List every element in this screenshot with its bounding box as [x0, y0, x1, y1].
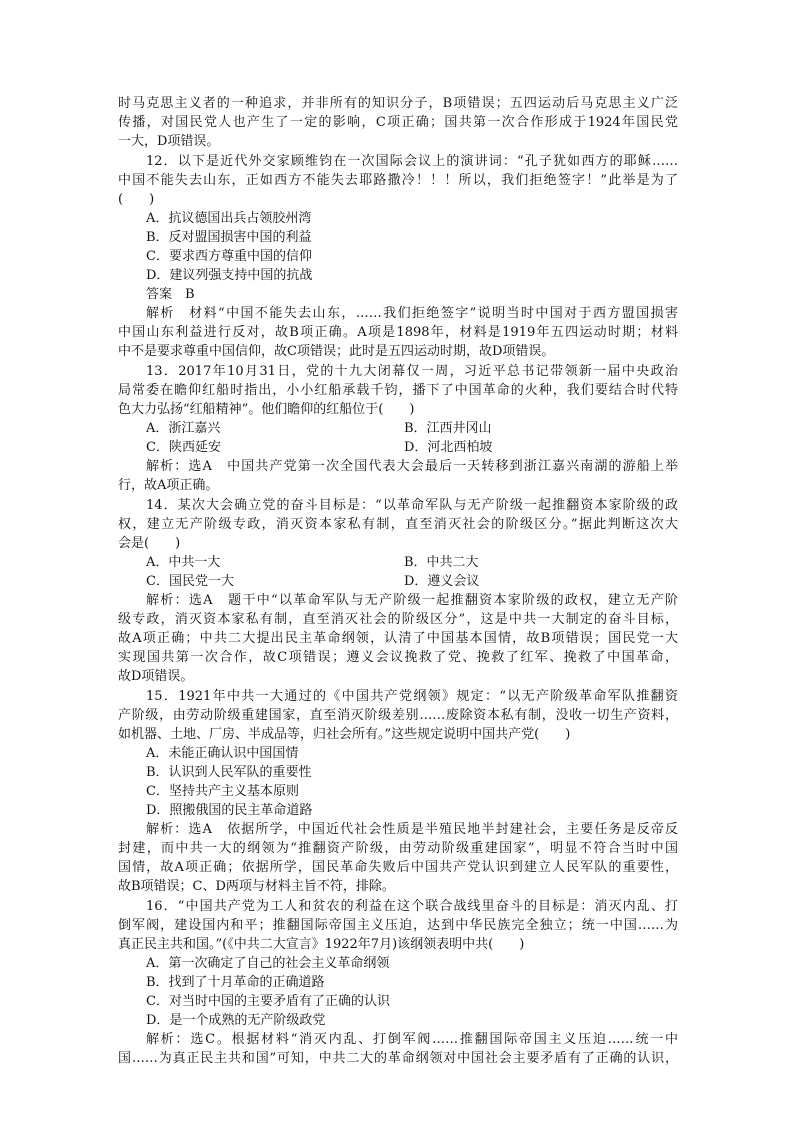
text-line: 封建，而中共一大的纲领为“推翻资产阶级，由劳动阶级重建国家”，明显不符合当时中国: [118, 841, 678, 856]
option-c: C．坚持共产主义基本原则: [146, 784, 299, 799]
option-b: B．认识到人民军队的重要性: [146, 765, 312, 780]
text-line: 倒军阀，建设国内和平；推翻国际帝国主义压迫，达到中华民族完全独立；统一中国……为: [118, 918, 678, 933]
analysis-line: 解析：选A 依据所学，中国近代社会性质是半殖民地半封建社会，主要任务是反帝反: [146, 822, 678, 837]
answer-line: 答案 B: [146, 287, 195, 302]
option-c: C．国民党一大: [146, 574, 234, 589]
text-line: 中不是要求尊重中国信仰，故C项错误；此时是五四运动时期，故D项错误。: [118, 344, 555, 359]
text-line: 行，故A项正确。: [118, 478, 219, 493]
question-16-stem: 16．“中国共产党为工人和贫农的利益在这个联合战线里奋斗的目标是：消灭内乱、打: [146, 899, 678, 914]
text-line: 国……为真正民主共和国”可知，中共二大的革命纲领对中国社会主要矛盾有了正确的认识，: [118, 1051, 678, 1066]
text-line: 故A项正确；中共二大提出民主革命纲领，认清了中国基本国情，故B项错误；国民党一大: [118, 631, 678, 646]
text-line: 一大，D项错误。: [118, 134, 220, 149]
option-b: B．江西井冈山: [404, 421, 492, 436]
option-b: B．反对盟国损害中国的利益: [146, 230, 312, 245]
option-a: A．未能正确认识中国国情: [146, 746, 299, 761]
option-c: C．对当时中国的主要矛盾有了正确的认识: [146, 994, 390, 1009]
analysis-line: 解析 材料“中国不能失去山东，……我们拒绝签字”说明当时中国对于西方盟国损害: [146, 306, 678, 321]
option-d: D．建议列强支持中国的抗战: [146, 268, 313, 283]
option-a: A．第一次确定了自己的社会主义革命纲领: [146, 956, 390, 971]
option-c: C．要求西方尊重中国的信仰: [146, 249, 312, 264]
option-c: C．陕西延安: [146, 440, 221, 455]
option-b: B．找到了十月革命的正确道路: [146, 975, 325, 990]
option-d: D．是一个成熟的无产阶级政党: [146, 1013, 326, 1028]
text-line: 传播，对国民党人也产生了一定的影响，C项正确；国共第一次合作形成于1924年国民党: [118, 115, 678, 130]
option-d: D．河北西柏坡: [404, 440, 493, 455]
text-line: 色大力弘扬“红船精神”。他们瞻仰的红船位于( ): [118, 402, 415, 417]
option-d: D．照搬俄国的民主革命道路: [146, 803, 313, 818]
text-line: 中国山东利益进行反对，故B项正确。A项是1898年，材料是1919年五四运动时期；材料: [118, 325, 678, 340]
question-13-stem: 13．2017年10月31日，党的十九大闭幕仅一周，习近平总书记带领新一届中央政治: [146, 364, 678, 379]
text-line: 时马克思主义者的一种追求，并非所有的知识分子，B项错误；五四运动后马克思主义广泛: [118, 96, 678, 111]
text-line: 故D项错误。: [118, 669, 194, 684]
text-line: 故B项错误；C、D两项与材料主旨不符，排除。: [118, 879, 395, 894]
text-line: 国情，故A项正确；依据所学，国民革命失败后中国共产党认识到建立人民军队的重要性，: [118, 860, 678, 875]
text-line: 会是( ): [118, 536, 181, 551]
text-line: 局常委在瞻仰红船时指出，小小红船承载千钧，播下了中国革命的火种，我们要结合时代特: [118, 383, 678, 398]
text-line: 权，建立无产阶级专政，消灭资本家私有制，直至消灭社会的阶级区分。”据此判断这次大: [118, 517, 678, 532]
text-line: 级专政，消灭资本家私有制，直至消灭社会的阶级区分”，这是中共一大制定的奋斗目标，: [118, 612, 678, 627]
option-d: D．遵义会议: [404, 574, 480, 589]
option-a: A．中共一大: [146, 555, 221, 570]
analysis-line: 解析：选A 题干中“以革命军队与无产阶级一起推翻资本家阶级的政权，建立无产阶: [146, 593, 678, 608]
text-line: 真正民主共和国。”(《中共二大宣言》1922年7月)该纲领表明中共( ): [118, 937, 525, 952]
text-line: 产阶级，由劳动阶级重建国家，直至消灭阶级差别……废除资本私有制，没收一切生产资料，: [118, 708, 678, 723]
text-line: 如机器、土地、厂房、半成品等，归社会所有。”这些规定说明中国共产党( ): [118, 727, 571, 742]
text-line: ( ): [118, 192, 155, 207]
option-a: A．浙江嘉兴: [146, 421, 221, 436]
analysis-line: 解析：选A 中国共产党第一次全国代表大会最后一天转移到浙江嘉兴南湖的游船上举: [146, 459, 678, 474]
text-line: 中国不能失去山东，正如西方不能失去耶路撒冷！！！所以，我们拒绝签字！”此举是为了: [118, 173, 678, 188]
option-a: A．抗议德国出兵占领胶州湾: [146, 211, 312, 226]
question-15-stem: 15．1921年中共一大通过的《中国共产党纲领》规定：“以无产阶级革命军队推翻资: [146, 689, 678, 704]
question-12-stem: 12．以下是近代外交家顾维钧在一次国际会议上的演讲词：“孔子犹如西方的耶稣……: [146, 154, 678, 169]
option-b: B．中共二大: [404, 555, 479, 570]
text-line: 实现国共第一次合作，故C项错误；遵义会议挽救了党、挽救了红军、挽救了中国革命，: [118, 650, 678, 665]
question-14-stem: 14．某次大会确立党的奋斗目标是：“以革命军队与无产阶级一起推翻资本家阶级的政: [146, 498, 678, 513]
analysis-line: 解析：选C。根据材料“消灭内乱、打倒军阀……推翻国际帝国主义压迫……统一中: [146, 1032, 678, 1047]
